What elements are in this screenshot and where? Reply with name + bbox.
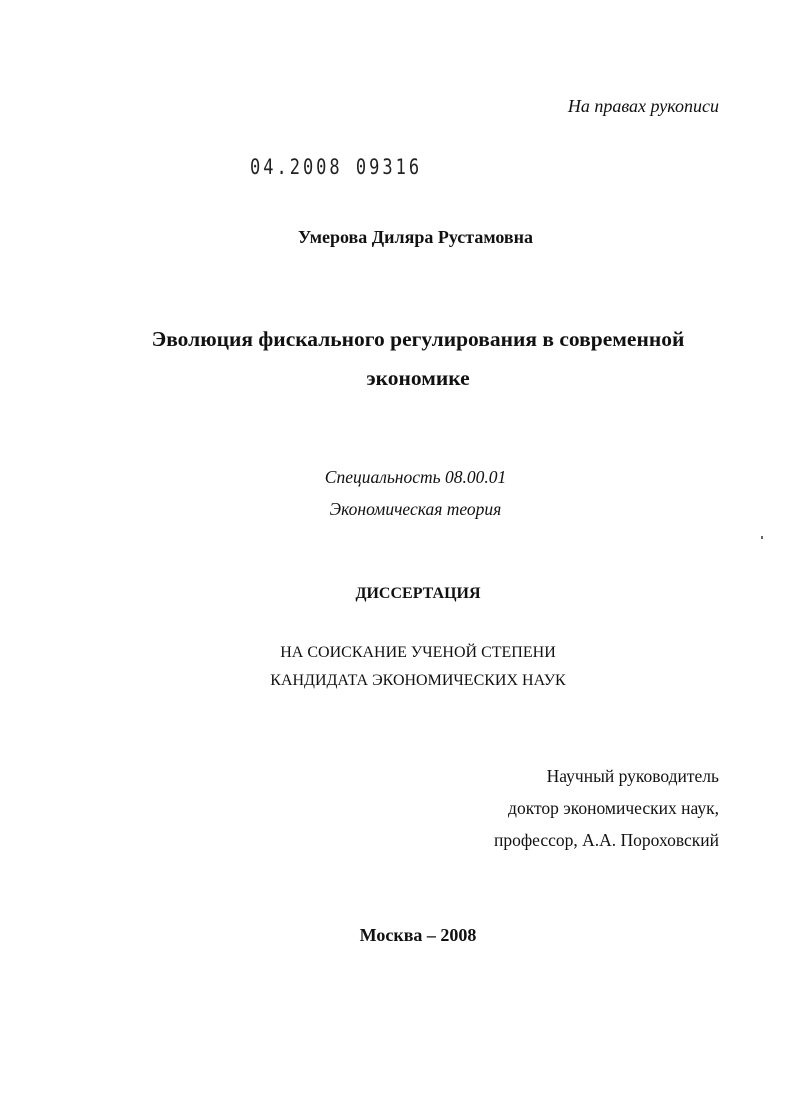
supervisor-role: Научный руководитель (546, 766, 719, 786)
supervisor-name: профессор, А.А. Пороховский (493, 830, 719, 850)
supervisor-block (494, 760, 719, 856)
thesis-title-line2: экономике (366, 366, 470, 390)
degree-line2: КАНДИДАТА ЭКОНОМИЧЕСКИХ НАУК (270, 672, 566, 689)
specialty-code: Специальность 08.00.01 (324, 467, 507, 487)
supervisor-degree: доктор экономических наук, (508, 798, 719, 818)
specialty-block (0, 461, 791, 525)
registration-stamp: 04.2008 09316 (250, 155, 423, 180)
degree-line1: НА СОИСКАНИЕ УЧЕНОЙ СТЕПЕНИ (280, 644, 556, 661)
work-type: ДИССЕРТАЦИЯ (355, 585, 481, 602)
rights-note: На правах рукописи (567, 96, 719, 116)
thesis-title (0, 320, 791, 398)
city-year: Москва – 2008 (359, 925, 477, 945)
thesis-title-line1: Эволюция фискального регулирования в современной (151, 327, 685, 351)
author-name: Умерова Диляра Рустамовна (297, 227, 534, 247)
scan-speck (761, 536, 763, 539)
degree-block (0, 639, 791, 695)
specialty-name: Экономическая теория (329, 499, 502, 519)
